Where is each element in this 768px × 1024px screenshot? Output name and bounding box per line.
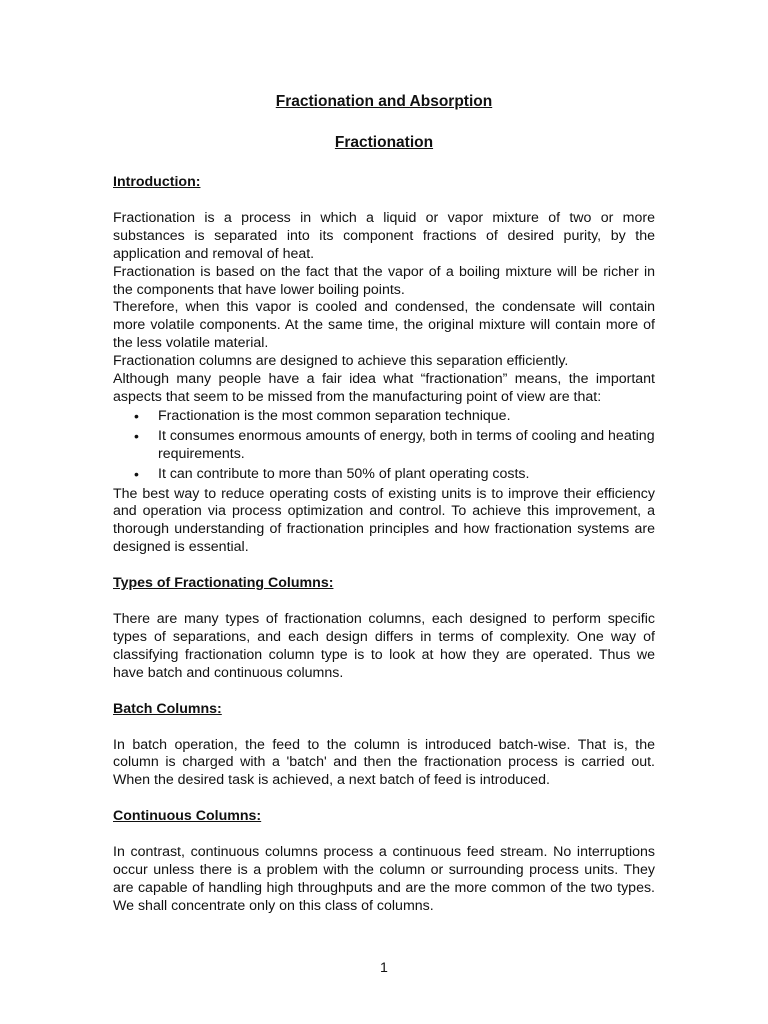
batch-paragraph: In batch operation, the feed to the column is introduced batch-wise. That is, the column is charged with a 'batch' and then the fractionation process is carried out. When the desired task is achieved, a next batch of feed is introduced. (113, 736, 655, 789)
intro-paragraph-4: Fractionation columns are designed to achieve this separation efficiently. (113, 353, 569, 370)
section-heading-introduction: Introduction: (113, 174, 201, 190)
intro-paragraph-5: Although many people have a fair idea what “fractionation” means, the important aspects that seem to be missed from the manufacturing point of view are that: (113, 371, 655, 405)
intro-closing-paragraph: The best way to reduce operating costs of existing units is to improve their efficiency and operation via process optimization and control. To achieve this improvement, a thorough understanding of fractionation principles and how fractionation systems are designed is essential. (113, 485, 655, 556)
bullet-text: It can contribute to more than 50% of plant operating costs. (158, 465, 530, 482)
bullet-icon: • (134, 465, 139, 482)
bullet-icon: • (134, 427, 139, 444)
document-title: Fractionation and Absorption (275, 93, 493, 110)
intro-paragraph-1: Fractionation is a process in which a liquid or vapor mixture of two or more substances is separated into its component fractions of desired purity, by the application and removal of heat. (113, 209, 655, 262)
intro-bullet-list (113, 408, 655, 484)
list-item (113, 408, 655, 426)
section-heading-batch: Batch Columns: (113, 700, 222, 717)
document-body (113, 92, 655, 916)
continuous-paragraph: In contrast, continuous columns process a continuous feed stream. No interruptions occur unless there is a problem with the column or surrounding process units. They are capable of handling high throughputs and are the more common of the two types. We shall concentrate only on this class of columns. (113, 844, 655, 914)
list-item (113, 466, 655, 484)
section-heading-continuous: Continuous Columns: (113, 808, 262, 825)
document-subtitle: Fractionation (334, 134, 434, 151)
page-number: 1 (380, 960, 388, 976)
bullet-text: It consumes enormous amounts of energy, both in terms of cooling and heating requirements. (158, 427, 655, 462)
bullet-text: Fractionation is the most common separation technique. (158, 407, 511, 424)
section-heading-types: Types of Fractionating Columns: (113, 575, 334, 592)
types-paragraph: There are many types of fractionation columns, each designed to perform specific types of separations, and each design differs in terms of complexity. One way of classifying fractionation column type is to look at how they are operated. Thus we have batch and continuous columns. (113, 611, 655, 681)
bullet-icon: • (134, 407, 139, 424)
list-item (113, 428, 655, 464)
intro-paragraph-2: Fractionation is based on the fact that the vapor of a boiling mixture will be richer in the components that have lower boiling points. (113, 263, 655, 298)
intro-paragraph-3: Therefore, when this vapor is cooled and condensed, the condensate will contain more volatile components. At the same time, the original mixture will contain more of the less volatile material. (113, 299, 655, 352)
